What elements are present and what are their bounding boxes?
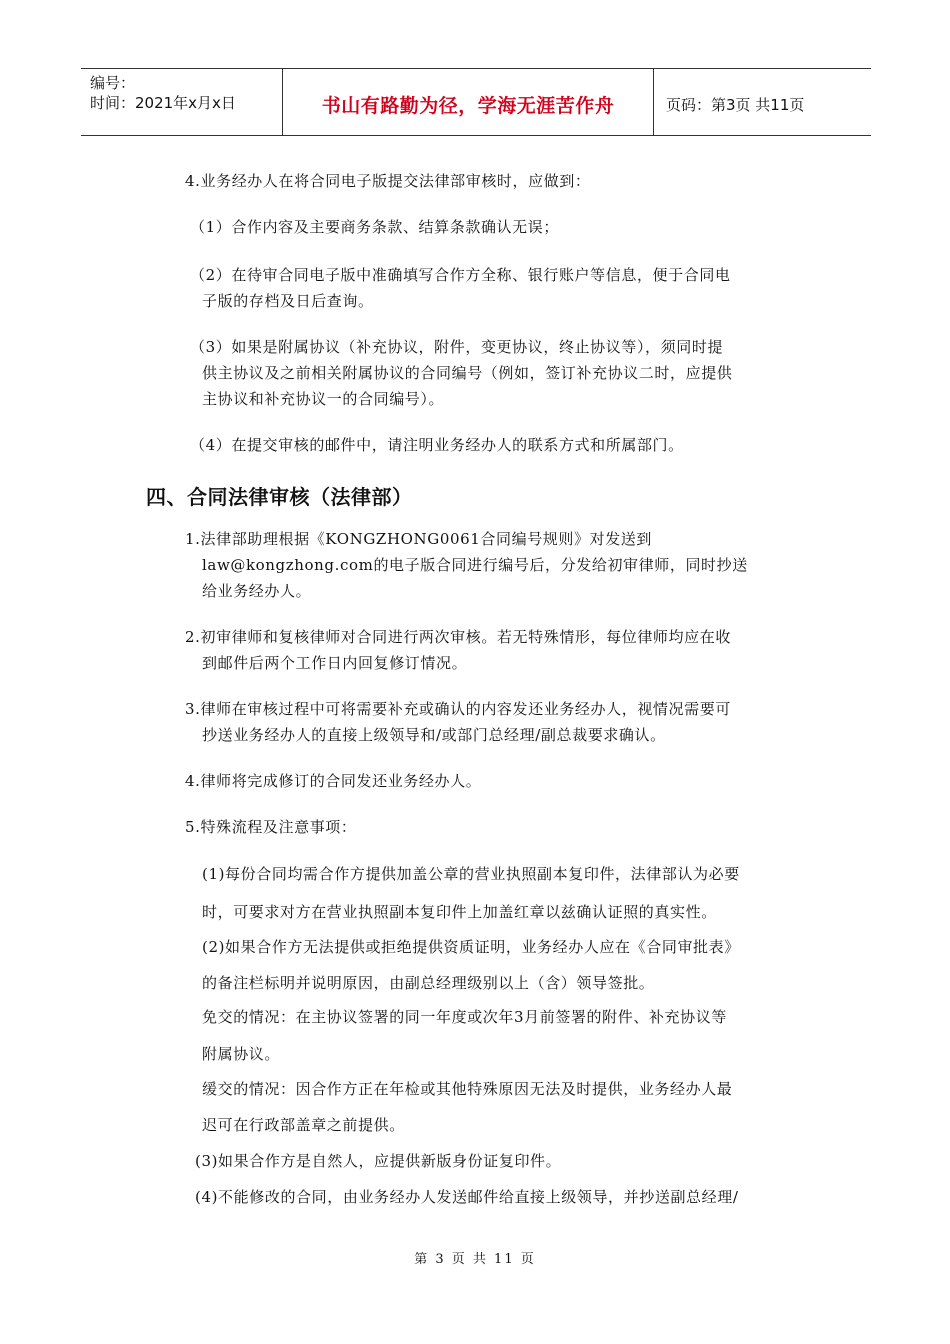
body-line: 主协议和补充协议一的合同编号）。 <box>202 390 445 408</box>
body-line: 的备注栏标明并说明原因，由副总经理级别以上（含）领导签批。 <box>202 974 655 992</box>
body-line: 附属协议。 <box>202 1045 281 1063</box>
header-motto: 书山有路勤为径，学海无涯苦作舟 <box>283 69 654 135</box>
body-line: (2)如果合作方无法提供或拒绝提供资质证明，业务经办人应在《合同审批表》 <box>202 938 740 956</box>
body-line: 迟可在行政部盖章之前提供。 <box>202 1116 405 1134</box>
body-line: 2.初审律师和复核律师对合同进行两次审核。若无特殊情形，每位律师均应在收 <box>185 628 731 646</box>
page-header <box>81 68 871 136</box>
body-line: 子版的存档及日后查询。 <box>202 292 374 310</box>
body-line: 4.业务经办人在将合同电子版提交法律部审核时，应做到： <box>185 172 591 190</box>
body-line: 4.律师将完成修订的合同发还业务经办人。 <box>185 772 482 790</box>
body-line: （4）在提交审核的邮件中，请注明业务经办人的联系方式和所属部门。 <box>190 436 684 454</box>
body-line: 给业务经办人。 <box>202 582 312 600</box>
body-line: （3）如果是附属协议（补充协议，附件，变更协议，终止协议等），须同时提 <box>190 338 724 356</box>
body-line: (1)每份合同均需合作方提供加盖公章的营业执照副本复印件，法律部认为必要 <box>202 865 740 883</box>
body-line: （1）合作内容及主要商务条款、结算条款确认无误； <box>190 218 559 236</box>
header-page-code: 页码：第3页 共11页 <box>666 95 805 114</box>
body-line: 抄送业务经办人的直接上级领导和/或部门总经理/副总裁要求确认。 <box>202 726 666 744</box>
header-left-cell <box>81 69 283 135</box>
document-time-label: 时间：2021年x月x日 <box>90 94 236 112</box>
body-line: 供主协议及之前相关附属协议的合同编号（例如，签订补充协议二时，应提供 <box>202 364 733 382</box>
body-line: 1.法律部助理根据《KONGZHONG0061合同编号规则》对发送到 <box>185 530 653 548</box>
body-line: 到邮件后两个工作日内回复修订情况。 <box>202 654 468 672</box>
body-line: law@kongzhong.com的电子版合同进行编号后，分发给初审律师，同时抄送 <box>202 556 748 574</box>
body-line: (3)如果合作方是自然人，应提供新版身份证复印件。 <box>195 1152 562 1170</box>
body-line: (4)不能修改的合同，由业务经办人发送邮件给直接上级领导，并抄送副总经理/ <box>195 1188 739 1206</box>
body-line: 5.特殊流程及注意事项： <box>185 818 357 836</box>
document-number-label: 编号： <box>90 74 136 92</box>
body-line: 时，可要求对方在营业执照副本复印件上加盖红章以兹确认证照的真实性。 <box>202 903 717 921</box>
page-footer: 第 3 页 共 11 页 <box>414 1252 536 1267</box>
body-line: 3.律师在审核过程中可将需要补充或确认的内容发还业务经办人，视情况需要可 <box>185 700 731 718</box>
body-line: 缓交的情况：因合作方正在年检或其他特殊原因无法及时提供，业务经办人最 <box>202 1080 733 1098</box>
section-heading: 四、合同法律审核（法律部） <box>146 485 413 509</box>
body-line: 免交的情况：在主协议签署的同一年度或次年3月前签署的附件、补充协议等 <box>202 1008 727 1026</box>
body-line: （2）在待审合同电子版中准确填写合作方全称、银行账户等信息，便于合同电 <box>190 266 731 284</box>
